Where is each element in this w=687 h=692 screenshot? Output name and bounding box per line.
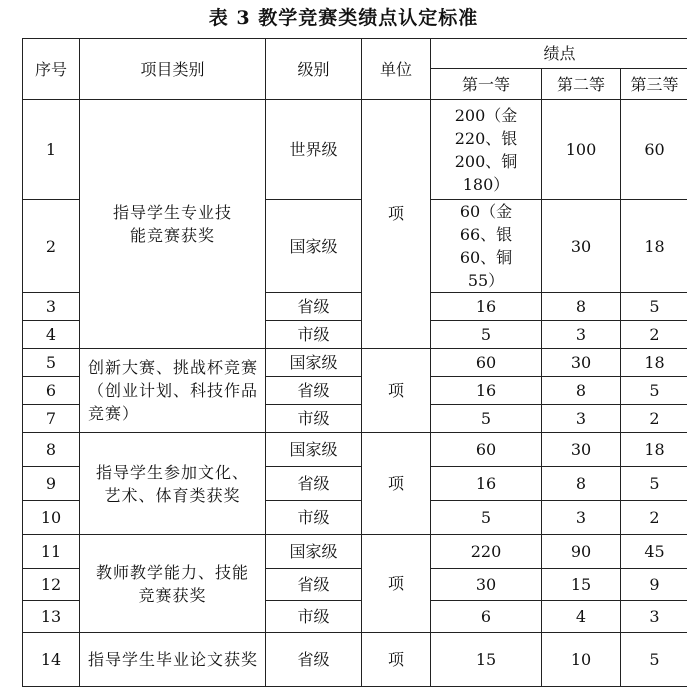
second-cell: 30 — [542, 200, 621, 293]
first-cell: 220 — [431, 535, 542, 569]
table-row — [23, 633, 687, 687]
seq-cell: 5 — [23, 349, 80, 377]
third-cell: 45 — [621, 535, 687, 569]
header-seq: 序号 — [23, 39, 80, 100]
second-cell: 30 — [542, 349, 621, 377]
second-cell: 30 — [542, 433, 621, 467]
second-cell: 3 — [542, 321, 621, 349]
third-cell: 18 — [621, 200, 687, 293]
unit-cell: 项 — [362, 633, 431, 687]
category-cell: 指导学生毕业论文获奖 — [80, 633, 266, 687]
second-cell: 4 — [542, 601, 621, 633]
level-cell: 市级 — [266, 501, 362, 535]
first-cell: 200（金 220、银 200、铜 180） — [431, 100, 542, 200]
second-cell: 8 — [542, 293, 621, 321]
header-points: 绩点 — [431, 39, 687, 69]
first-cell: 16 — [431, 467, 542, 501]
level-cell: 市级 — [266, 601, 362, 633]
level-cell: 市级 — [266, 405, 362, 433]
third-cell: 5 — [621, 293, 687, 321]
second-cell: 8 — [542, 377, 621, 405]
third-cell: 18 — [621, 433, 687, 467]
category-cell: 指导学生参加文化、艺术、体育类获奖 — [80, 433, 266, 535]
third-cell: 5 — [621, 633, 687, 687]
level-cell: 省级 — [266, 293, 362, 321]
points-table — [22, 38, 687, 687]
first-cell: 60 — [431, 433, 542, 467]
header-third: 第三等 — [621, 69, 687, 100]
seq-cell: 11 — [23, 535, 80, 569]
level-cell: 国家级 — [266, 349, 362, 377]
seq-cell: 14 — [23, 633, 80, 687]
second-cell: 8 — [542, 467, 621, 501]
third-cell: 2 — [621, 501, 687, 535]
second-cell: 15 — [542, 569, 621, 601]
seq-cell: 4 — [23, 321, 80, 349]
level-cell: 世界级 — [266, 100, 362, 200]
first-cell: 5 — [431, 321, 542, 349]
unit-cell: 项 — [362, 535, 431, 633]
table-row — [23, 535, 687, 569]
first-cell: 5 — [431, 501, 542, 535]
header-second: 第二等 — [542, 69, 621, 100]
table-row — [23, 349, 687, 377]
first-cell: 5 — [431, 405, 542, 433]
third-cell: 5 — [621, 467, 687, 501]
third-cell: 2 — [621, 405, 687, 433]
unit-cell: 项 — [362, 349, 431, 433]
seq-cell: 7 — [23, 405, 80, 433]
first-cell: 30 — [431, 569, 542, 601]
third-cell: 2 — [621, 321, 687, 349]
category-cell: 创新大赛、挑战杯竞赛（创业计划、科技作品竞赛） — [80, 349, 266, 433]
header-first: 第一等 — [431, 69, 542, 100]
level-cell: 市级 — [266, 321, 362, 349]
first-cell: 60 — [431, 349, 542, 377]
second-cell: 100 — [542, 100, 621, 200]
category-cell: 指导学生专业技能竞赛获奖 — [80, 100, 266, 349]
table-row — [23, 433, 687, 467]
third-cell: 5 — [621, 377, 687, 405]
seq-cell: 10 — [23, 501, 80, 535]
third-cell: 60 — [621, 100, 687, 200]
level-cell: 省级 — [266, 633, 362, 687]
seq-cell: 9 — [23, 467, 80, 501]
seq-cell: 2 — [23, 200, 80, 293]
header-unit: 单位 — [362, 39, 431, 100]
second-cell: 3 — [542, 405, 621, 433]
seq-cell: 13 — [23, 601, 80, 633]
category-cell: 教师教学能力、技能竞赛获奖 — [80, 535, 266, 633]
third-cell: 3 — [621, 601, 687, 633]
level-cell: 国家级 — [266, 535, 362, 569]
third-cell: 9 — [621, 569, 687, 601]
first-cell: 60（金 66、银 60、铜 55） — [431, 200, 542, 293]
level-cell: 省级 — [266, 377, 362, 405]
header-level: 级别 — [266, 39, 362, 100]
seq-cell: 1 — [23, 100, 80, 200]
second-cell: 3 — [542, 501, 621, 535]
first-cell: 16 — [431, 293, 542, 321]
seq-cell: 12 — [23, 569, 80, 601]
seq-cell: 8 — [23, 433, 80, 467]
header-row-1 — [23, 39, 687, 69]
first-cell: 16 — [431, 377, 542, 405]
level-cell: 省级 — [266, 569, 362, 601]
level-cell: 省级 — [266, 467, 362, 501]
second-cell: 10 — [542, 633, 621, 687]
third-cell: 18 — [621, 349, 687, 377]
first-cell: 15 — [431, 633, 542, 687]
unit-cell: 项 — [362, 433, 431, 535]
level-cell: 国家级 — [266, 433, 362, 467]
level-cell: 国家级 — [266, 200, 362, 293]
second-cell: 90 — [542, 535, 621, 569]
unit-cell: 项 — [362, 100, 431, 349]
table-title: 表 3 教学竞赛类绩点认定标准 — [208, 7, 479, 29]
header-category: 项目类别 — [80, 39, 266, 100]
table-row — [23, 100, 687, 200]
seq-cell: 6 — [23, 377, 80, 405]
first-cell: 6 — [431, 601, 542, 633]
seq-cell: 3 — [23, 293, 80, 321]
